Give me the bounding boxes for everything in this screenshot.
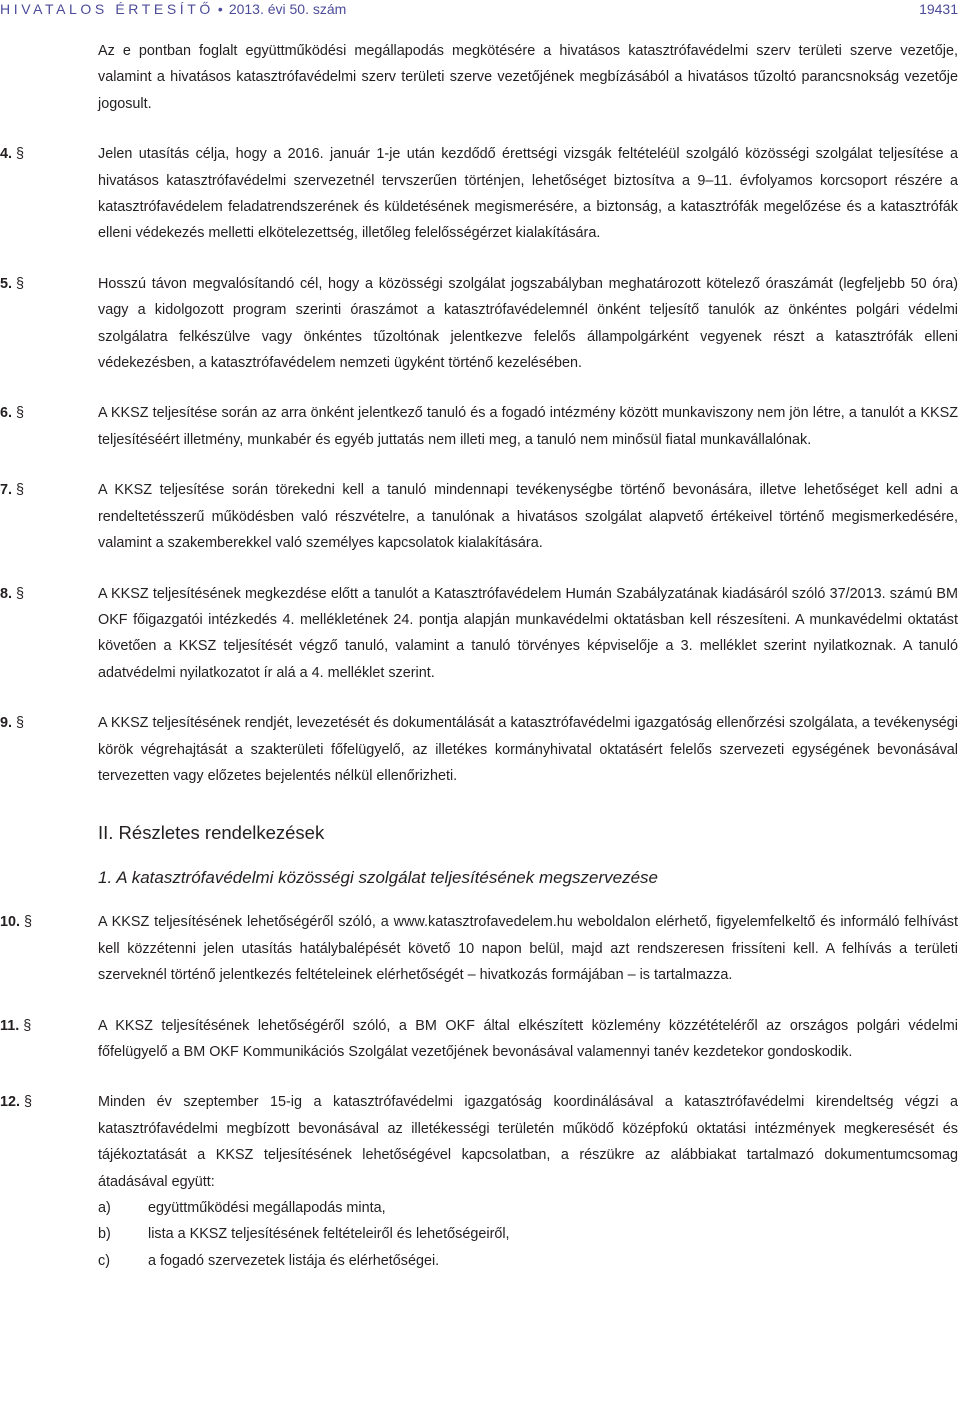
section-item xyxy=(0,477,958,556)
issue-number: 2013. évi 50. szám xyxy=(228,1,347,17)
list-item-text: lista a KKSZ teljesítésének feltételeiről és lehetőségeiről, xyxy=(148,1226,510,1243)
section-text: Jelen utasítás célja, hogy a 2016. január 1-je után kezdődő érettségi vizsgák feltételéül szolgáló közösségi szolgálat teljesítése a hivatásos katasztrófavédelmi szervezetnél tervszerűen történjen, lehetőséget biztosítva a 9–11. évfolyamos korcsoport részére a katasztrófavédelem feladatrendszerének és küldetésének megismerésére, a biztonság, a katasztrófák megelőzése és a katasztrófák elleni védekezés melletti elkötelezettség, illetőleg felelősségérzet kialakítására. xyxy=(98,146,958,242)
section-number xyxy=(0,271,90,297)
section-number-text: 7. xyxy=(0,482,13,499)
section-number-text: 8. xyxy=(0,585,13,602)
list-item-label: b) xyxy=(98,1226,111,1243)
document-body xyxy=(0,38,958,1298)
section-item xyxy=(0,581,958,687)
section-number xyxy=(0,141,90,167)
section-text: A KKSZ teljesítése során törekedni kell a tanuló mindennapi tevékenységbe történő bevonására, illetve lehetőséget kell adni a rendeltetésszerű működésben való részvételre, a tanulónak a hivatásos szolgálat alapvető értékeivel történő megismerkedésére, valamint a szakemberekkel való személyes kapcsolatok kialakítására. xyxy=(98,482,958,552)
section-number-text: 12. xyxy=(0,1094,21,1111)
publication-title: HIVATALOS ÉRTESÍTŐ xyxy=(0,1,214,17)
section-number xyxy=(0,909,90,935)
list-item-text: a fogadó szervezetek listája és elérhetőségei. xyxy=(148,1252,440,1269)
section-symbol: § xyxy=(16,405,25,422)
section-number xyxy=(0,710,90,736)
section-number-text: 5. xyxy=(0,275,13,292)
section-number-text: 11. xyxy=(0,1017,20,1034)
section-symbol: § xyxy=(16,585,25,602)
section-text: A KKSZ teljesítésének lehetőségéről szóló, a www.katasztrofavedelem.hu weboldalon elérhető, figyelemfelkeltő és informáló felhívást kell közzétenni jelen utasítás hatálybalépését követő 10 napon belül, majd azt rendszeresen frissíteni kell. A felhívás a területi szerveknél történő jelentkezés feltételeinek elérhetőségét – hivatkozás formájában – is tartalmazza. xyxy=(98,914,958,984)
section-text: A KKSZ teljesítésének megkezdése előtt a tanulót a Katasztrófavédelem Humán Szabályzatának kiadásáról szóló 37/2013. számú BM OKF főigazgatói intézkedés 4. mellékletének 24. pontja alapján munkavédelmi oktatásban kell részesíteni. A munkavédelmi oktatást követően a KKSZ teljesítését végző tanuló, valamint a tanuló törvényes képviselője a 3. melléklet szerint nyilatkoznak. A tanuló adatvédelmi nyilatkozatot ír alá a 4. melléklet szerint. xyxy=(98,585,958,681)
section-number xyxy=(0,477,90,503)
list-item-label: a) xyxy=(98,1200,111,1216)
section-item xyxy=(0,400,958,453)
page-number: 19431 xyxy=(919,1,958,17)
section-text: Hosszú távon megvalósítandó cél, hogy a közösségi szolgálat jogszabályban meghatározott kötelező óraszámát (legfeljebb 50 óra) vagy a kidolgozott program szerinti óraszámot a katasztrófavédelemnél önként teljesítő tanulók az önkéntes polgári védelmi szolgálatra felkészülve vagy önkéntes tűzoltónak jelentkezve felelős állampolgárként vegyenek részt a katasztrófák elleni védekezésben, a katasztrófavédelem nemzeti ügyként történő kezelésében. xyxy=(98,275,958,372)
section-number xyxy=(0,1089,90,1115)
intro-paragraph: Az e pontban foglalt együttműködési megállapodás megkötésére a hivatásos katasztrófavédelmi szerv területi szerve vezetője, valamint a hivatásos katasztrófavédelmi szerv területi szerve vezetőjének megbízásából a hivatásos tűzoltó parancsnokság vezetője jogosult. xyxy=(98,43,958,112)
section-symbol: § xyxy=(16,275,25,292)
section-item xyxy=(0,710,958,789)
section-item xyxy=(0,271,958,377)
detailed-provisions xyxy=(0,909,958,1274)
section-number-text: 9. xyxy=(0,715,13,732)
section-item xyxy=(0,1013,958,1066)
list-item-text: együttműködési megállapodás minta, xyxy=(148,1200,386,1216)
section-text: A KKSZ teljesítésének rendjét, levezetését és dokumentálását a katasztrófavédelmi igazgatóság ellenőrzési szolgálata, a tevékenységi körök végrehajtását a szakterületi főfelügyelő, az illetékes kormányhivatal oktatásért felelős szervezeti egységének bevonásával tervezetten vagy előzetes bejelentés nélkül ellenőrizheti. xyxy=(98,715,958,784)
section-text: A KKSZ teljesítésének lehetőségéről szóló, a BM OKF által elkészített közlemény közzétételéről az országos polgári védelmi főfelügyelő a BM OKF Kommunikációs Szolgálat vezetőjének bevonásával valamennyi tanév kezdetekor gondoskodik. xyxy=(98,1017,958,1060)
section-text: A KKSZ teljesítése során az arra önként jelentkező tanuló és a fogadó intézmény között munkaviszony nem jön létre, a tanulót a KKSZ teljesítéséért illetmény, munkabér és egyéb juttatás nem illeti meg, a tanuló nem minősül fiatal munkavállalónak. xyxy=(98,405,958,448)
list-item-label: c) xyxy=(98,1252,110,1269)
running-head xyxy=(0,1,346,17)
section-text: Minden év szeptember 15-ig a katasztrófavédelmi igazgatóság koordinálásával a katasztrófavédelmi kirendeltség végzi a katasztrófavédelmi megbízott bevonásával az illetékességi területén működő középfokú oktatási intézmények megkeresését és tájékoztatását a KKSZ teljesítésének lehetőségével kapcsolatban, a részükre az alábbiakat tartalmazó dokumentumcsomag átadásával együtt: xyxy=(98,1094,958,1190)
section-number xyxy=(0,581,90,607)
list-item xyxy=(98,1195,958,1221)
section-item xyxy=(0,909,958,988)
section-number xyxy=(0,400,90,426)
section-symbol: § xyxy=(16,482,25,499)
section-symbol: § xyxy=(24,914,33,931)
general-provisions xyxy=(0,141,958,789)
section-symbol: § xyxy=(16,146,25,163)
section-number-text: 6. xyxy=(0,405,13,422)
section-number-text: 10. xyxy=(0,914,21,931)
section-number xyxy=(0,1013,90,1039)
section-symbol: § xyxy=(16,715,25,732)
page-header xyxy=(0,0,960,22)
section-symbol: § xyxy=(24,1094,33,1111)
section-item xyxy=(0,141,958,247)
list-item xyxy=(98,1221,958,1247)
section-symbol: § xyxy=(23,1017,32,1034)
chapter-title: 1. A katasztrófavédelmi közösségi szolgálat teljesítésének megszervezése xyxy=(98,868,659,888)
section-item xyxy=(0,1089,958,1274)
list-item xyxy=(98,1248,958,1274)
section-number-text: 4. xyxy=(0,146,13,163)
bullet-separator: • xyxy=(217,1,223,17)
part-title: II. Részletes rendelkezések xyxy=(98,822,325,844)
